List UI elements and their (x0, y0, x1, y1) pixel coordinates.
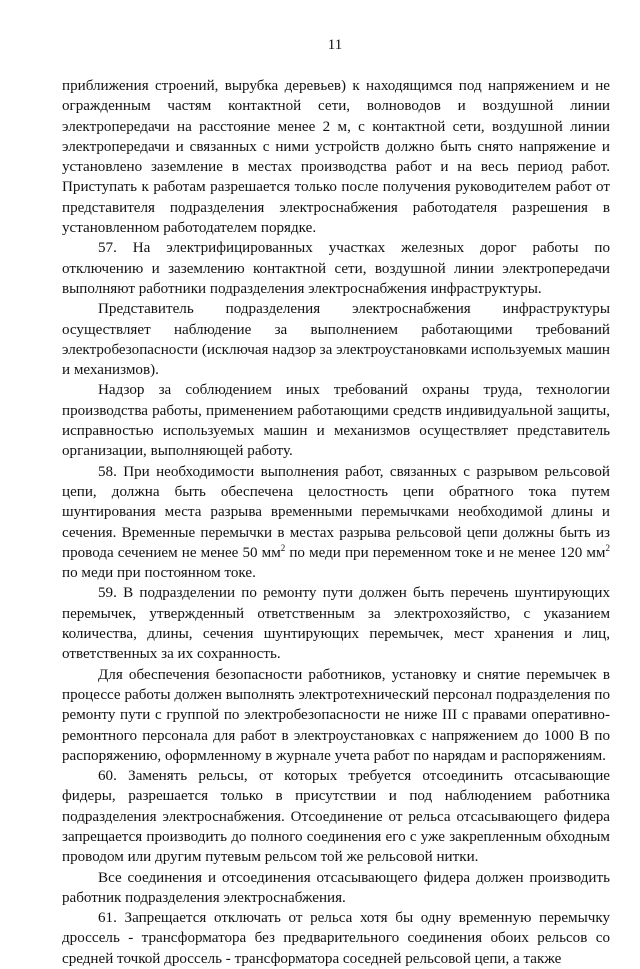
paragraph-61: 61. Запрещается отключать от рельса хотя бы одну временную перемычку дроссель - трансформатора без предварительного соединения обоих рельсов со средней точкой дроссель - трансформатора соседней рельсовой цепи, а также (62, 910, 610, 967)
paragraph-57-supervision: Надзор за соблюдением иных требований охраны труда, технологии производства работы, применением работающими средств индивидуальной защиты, исправностью используемых машин и механизмов осуществляет представитель организации, выполняющей работу. (62, 382, 610, 460)
paragraph-57: 57. На электрифицированных участках железных дорог работы по отключению и заземлению контактной сети, воздушной линии электропередачи выполняют работники подразделения электроснабжения инфраструктуры. (62, 240, 610, 297)
paragraph-60-connections: Все соединения и отсоединения отсасывающего фидера должен производить работник подразделения электроснабжения. (62, 869, 610, 906)
paragraph-60: 60. Заменять рельсы, от которых требуется отсоединить отсасывающие фидеры, разрешается только в присутствии и под наблюдением работника подразделения электроснабжения. Отсоединение от рельса отсасывающего фидера запрещается производить до полного соединения его с уже закрепленным обходным проводом или другим путевым рельсом той же рельсовой нитки. (62, 768, 610, 866)
paragraph-58-text-b: по меди при переменном токе и не менее 120 мм (285, 544, 606, 561)
paragraph-59-safety: Для обеспечения безопасности работников, установку и снятие перемычек в процессе работы должен выполнять электротехнический персонал подразделения по ремонту пути с группой по электробезопасности не ниже III с правами оперативно-ремонтного персонала для работ в электроустановках с напряжением до 1000 В по распоряжению, оформленному в журнале учета работ по нарядам и распоряжениям. (62, 666, 610, 764)
page-number: 11 (327, 37, 343, 53)
superscript-mm2-2: 2 (605, 542, 610, 553)
paragraph-57-representative: Представитель подразделения электроснабжения инфраструктуры осуществляет наблюдение за выполнением работающими требований электробезопасности (исключая надзор за электроустановками используемых машин и механизмов). (62, 301, 610, 379)
paragraph-59: 59. В подразделении по ремонту пути должен быть перечень шунтирующих перемычек, утвержденный ответственным за электрохозяйство, с указанием количества, длины, сечения шунтирующих перемычек, мест хранения и лиц, ответственных за их сохранность. (62, 585, 610, 663)
paragraph-continuation: приближения строений, вырубка деревьев) к находящимся под напряжением и не огражденным частям контактной сети, волноводов и воздушной линии электропередачи на расстояние менее 2 м, с контактной сети, воздушной линии электропередачи и связанных с ними устройств должно быть снято напряжение и установлено заземление в местах производства работ и на весь период работ. Приступать к работам разрешается только после получения руководителем работ от представителя подразделения электроснабжения работодателя разрешения в установленном работодателем порядке. (62, 78, 610, 237)
superscript-mm2-1: 2 (280, 542, 286, 553)
paragraph-58 (62, 462, 610, 584)
paragraph-58-text-a: 58. При необходимости выполнения работ, связанных с разрывом рельсовой цепи, должна быть обеспечена целостность цепи обратного тока путем шунтирования места разрыва временными перемычками необходимой длины и сечения. Временные перемычки в местах разрыва рельсовой цепи должны быть из провода сечением не менее 50 мм (62, 463, 610, 561)
paragraph-58-text-c: по меди при постоянном токе. (62, 565, 256, 582)
